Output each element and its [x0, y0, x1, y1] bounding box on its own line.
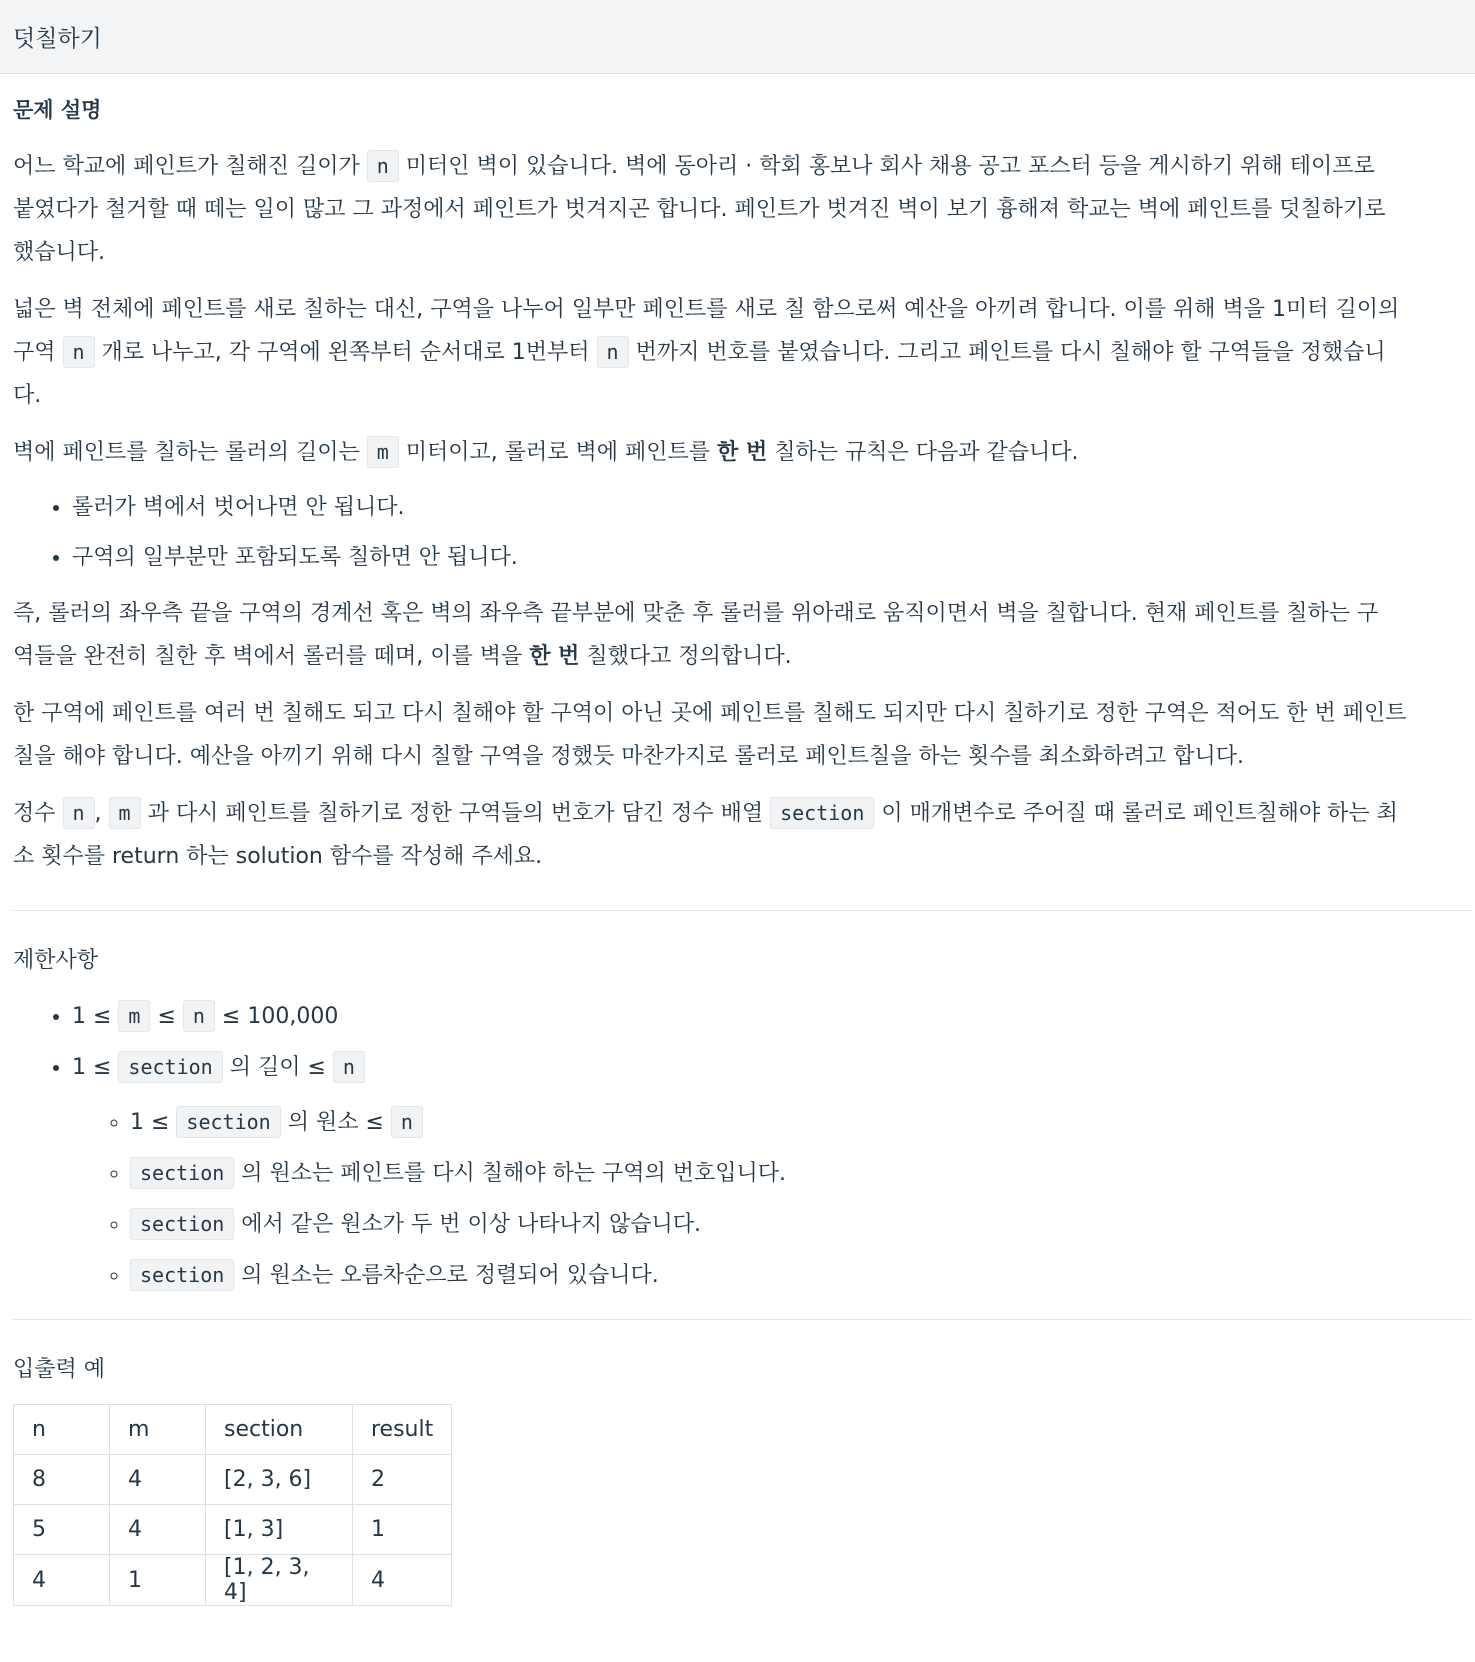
- page-title: 덧칠하기: [13, 26, 102, 52]
- table-cell: [1, 2, 3, 4]: [206, 1555, 353, 1606]
- inline-code: n: [333, 1051, 365, 1083]
- description-paragraph-6: 정수 n , m 과 다시 페인트를 칠하기로 정한 구역들의 번호가 담긴 정수 배열 section 이 매개변수로 주어질 때 롤러로 페인트칠해야 하는 최소 횟수를 return 하는 solution 함수를 작성해 주세요.: [13, 792, 1403, 878]
- bold-text: 한 번: [717, 440, 768, 465]
- inline-code: n: [63, 797, 95, 829]
- description-paragraph-1: 어느 학교에 페인트가 칠해진 길이가 n 미터인 벽이 있습니다. 벽에 동아리 · 학회 홍보나 회사 채용 공고 포스터 등을 게시하기 위해 테이프로 붙였다가 철거할 때 떼는 일이 많고 그 과정에서 페인트가 벗겨지곤 합니다. 페인트가 벗겨진 벽이 보기 흉해져 학교는 벽에 페인트를 덧칠하기로 했습니다.: [13, 145, 1393, 274]
- description-paragraph-2: 넓은 벽 전체에 페인트를 새로 칠하는 대신, 구역을 나누어 일부만 페인트를 새로 칠 함으로써 예산을 아끼려 합니다. 이를 위해 벽을 1미터 길이의 구역 n 개로 나누고, 각 구역에 왼쪽부터 순서대로 1번부터 n 번까지 번호를 붙였습니다. 그리고 페인트를 다시 칠해야 할 구역들을 정했습니다.: [13, 297, 1400, 408]
- table-cell: 8: [14, 1455, 110, 1505]
- description-heading: 문제 설명: [13, 98, 102, 122]
- column-header-m: m: [110, 1405, 206, 1455]
- table-cell: [2, 3, 6]: [206, 1455, 353, 1505]
- inline-code: n: [597, 336, 629, 368]
- list-item: ◦ section 의 원소는 오름차순으로 정렬되어 있습니다.: [130, 1250, 1446, 1301]
- table-row: [14, 1505, 452, 1555]
- table-header-row: [14, 1405, 452, 1455]
- column-header-section: section: [206, 1405, 353, 1455]
- constraints-heading: 제한사항: [13, 948, 99, 973]
- table-cell: 1: [353, 1505, 452, 1555]
- inline-code: section: [130, 1259, 234, 1291]
- roller-rules-list: [13, 483, 1446, 583]
- table-cell: 4: [353, 1555, 452, 1606]
- constraints-list: [13, 991, 1446, 1301]
- examples-table: [13, 1404, 452, 1606]
- list-item: ◦ 1 ≤ section 의 원소 ≤ n: [130, 1097, 1446, 1148]
- description-paragraph-4: 즉, 롤러의 좌우측 끝을 구역의 경계선 혹은 벽의 좌우측 끝부분에 맞춘 후 롤러를 위아래로 움직이면서 벽을 칠합니다. 현재 페인트를 칠하는 구역들을 완전히 칠한 후 벽에서 롤러를 떼며, 이를 벽을 한 번 칠했다고 정의합니다.: [13, 601, 1379, 669]
- description-paragraph-3: 벽에 페인트를 칠하는 롤러의 길이는 m 미터이고, 롤러로 벽에 페인트를 한 번 칠하는 규칙은 다음과 같습니다.: [13, 431, 1446, 474]
- section-constraints-sublist: [72, 1097, 1446, 1301]
- table-cell: 1: [110, 1555, 206, 1606]
- description-paragraph-5: 한 구역에 페인트를 여러 번 칠해도 되고 다시 칠해야 할 구역이 아닌 곳에 페인트를 칠해도 되지만 다시 칠하기로 정한 구역은 적어도 한 번 페인트칠을 해야 합니다. 예산을 아끼기 위해 다시 칠할 구역을 정했듯 마찬가지로 롤러로 페인트칠을 하는 횟수를 최소화하려고 합니다.: [13, 701, 1407, 769]
- bold-text: 한 번: [529, 644, 580, 669]
- inline-code: n: [391, 1106, 423, 1138]
- inline-code: section: [770, 797, 874, 829]
- table-cell: 2: [353, 1455, 452, 1505]
- inline-code: n: [367, 150, 399, 182]
- list-item: • 롤러가 벽에서 벗어나면 안 됩니다.: [72, 483, 1446, 533]
- inline-code: m: [367, 436, 399, 468]
- inline-code: section: [176, 1106, 280, 1138]
- inline-code: m: [118, 1000, 150, 1032]
- inline-code: section: [130, 1157, 234, 1189]
- table-cell: [1, 3]: [206, 1505, 353, 1555]
- table-cell: 4: [110, 1505, 206, 1555]
- problem-content: [0, 95, 1459, 1606]
- list-item: • 1 ≤ m ≤ n ≤ 100,000: [72, 991, 1446, 1042]
- table-row: [14, 1555, 452, 1606]
- divider: [13, 910, 1471, 911]
- list-item: • 구역의 일부분만 포함되도록 칠하면 안 됩니다.: [72, 533, 1446, 583]
- examples-heading: 입출력 예: [13, 1357, 106, 1382]
- table-cell: 4: [14, 1555, 110, 1606]
- header: [0, 0, 1475, 74]
- column-header-result: result: [353, 1405, 452, 1455]
- table-cell: 4: [110, 1455, 206, 1505]
- inline-code: m: [109, 797, 141, 829]
- inline-code: section: [130, 1208, 234, 1240]
- inline-code: n: [183, 1000, 215, 1032]
- table-cell: 5: [14, 1505, 110, 1555]
- table-row: [14, 1455, 452, 1505]
- list-item: • 1 ≤ section 의 길이 ≤ n ◦ 1 ≤ section 의 원소 ≤ n ◦ section 의 원소는 페인트를 다시 칠해야 하는 구역의 번호입니다. ◦ section 에서 같은 원소가 두 번 이상 나타나지 않습니다. ◦ section 의 원소는 오름차순으로 정렬되어 있습니다.: [72, 1042, 1446, 1301]
- list-item: ◦ section 에서 같은 원소가 두 번 이상 나타나지 않습니다.: [130, 1199, 1446, 1250]
- column-header-n: n: [14, 1405, 110, 1455]
- divider: [13, 1319, 1471, 1320]
- inline-code: section: [118, 1051, 222, 1083]
- list-item: ◦ section 의 원소는 페인트를 다시 칠해야 하는 구역의 번호입니다.: [130, 1148, 1446, 1199]
- inline-code: n: [63, 336, 95, 368]
